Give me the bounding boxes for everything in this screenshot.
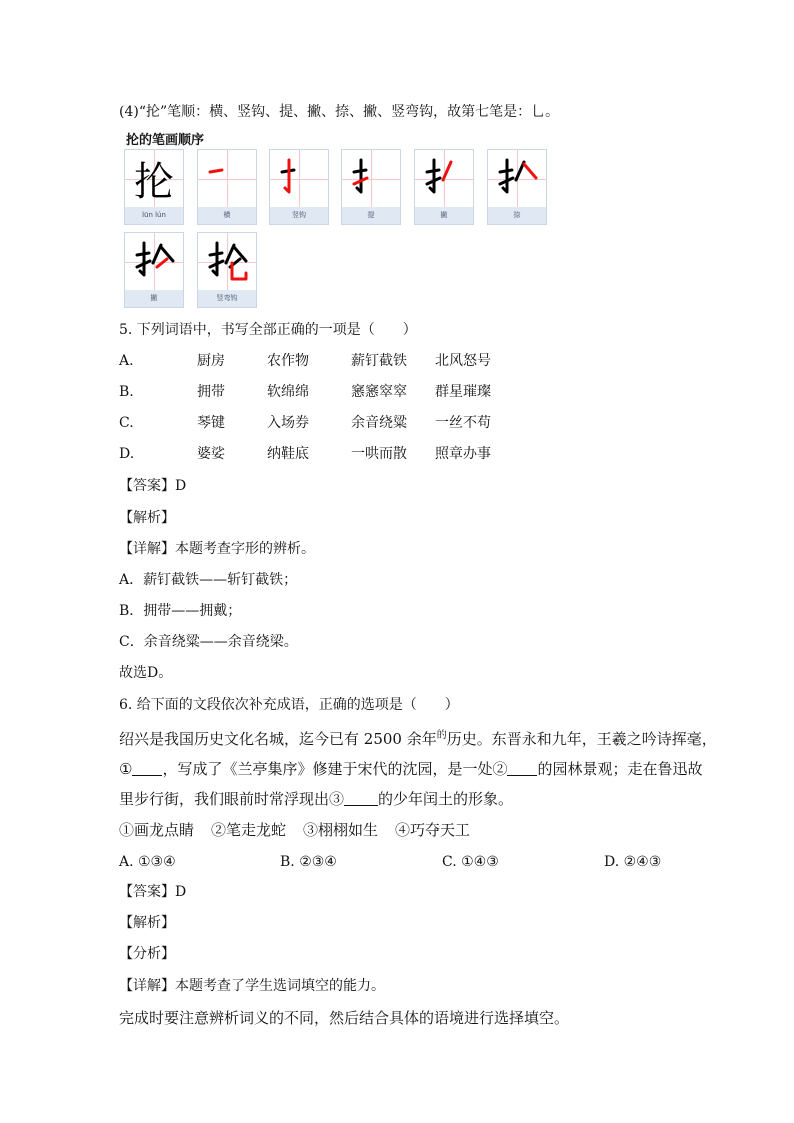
option-word: 一哄而散 <box>351 446 407 462</box>
q5-option-d <box>119 444 491 464</box>
q4-stroke-explanation: (4)“抡”笔顺：横、竖钩、提、撇、捺、撇、竖弯钩，故第七笔是：乚。 <box>119 104 560 120</box>
stroke-card-2 <box>269 149 329 225</box>
choice-d: D. ②④③ <box>604 854 662 870</box>
fill-blank-3[interactable] <box>344 791 378 806</box>
q6-para3-text-b: 的少年闰土的形象。 <box>378 790 514 808</box>
fill-blank-1[interactable] <box>132 761 162 776</box>
q6-answer: 【答案】D <box>119 884 187 900</box>
stroke-card-caption: 竖钩 <box>270 207 328 224</box>
q6-idiom-list <box>119 820 470 840</box>
q5-answer: 【答案】D <box>119 478 187 494</box>
option-label: D. <box>119 446 135 462</box>
stroke-card-7 <box>197 232 257 308</box>
option-word: 软绵绵 <box>267 384 309 400</box>
q6-para1-text-b: 历史。东晋永和九年，王羲之吟诗挥毫， <box>446 730 717 748</box>
stroke-card-caption: 横 <box>198 207 256 224</box>
q6-tail: 完成时要注意辨析词义的不同，然后结合具体的语境进行选择填空。 <box>119 1009 570 1027</box>
stroke-glyph-3 <box>342 150 400 208</box>
stroke-card-caption: 撇 <box>125 290 183 307</box>
q6-para1-sup: 的 <box>436 730 447 741</box>
idiom-item: ①画龙点睛 <box>119 821 195 839</box>
fill-blank-2[interactable] <box>507 761 537 776</box>
stroke-order-title: 抡的笔画顺序 <box>126 133 205 148</box>
idiom-item: ④巧夺天工 <box>395 821 471 839</box>
stroke-card-caption: lūn lún <box>125 207 183 224</box>
choice-a: A. ①③④ <box>119 854 176 870</box>
option-word: 婆娑 <box>197 446 225 462</box>
option-word: 北风怒号 <box>435 353 491 369</box>
q6-para2-text-a: ① <box>119 760 133 778</box>
q5-option-b <box>119 382 491 402</box>
choice-c: C. ①④③ <box>442 854 499 870</box>
option-word: 群星璀璨 <box>435 384 491 400</box>
q6-para3-text-a: 里步行街，我们眼前时常浮现出③ <box>119 790 345 808</box>
q6-analysis-heading: 【解析】 <box>119 915 175 931</box>
option-word: 一丝不苟 <box>435 415 491 431</box>
stroke-glyph-4 <box>415 150 473 208</box>
stroke-card-6 <box>124 232 184 308</box>
option-label: A. <box>119 353 134 369</box>
q5-analysis-heading: 【解析】 <box>119 510 175 526</box>
stroke-card-caption: 撇 <box>415 207 473 224</box>
stroke-card-caption: 竖弯钩 <box>198 290 256 307</box>
option-label: C. <box>119 415 134 431</box>
q6-paragraph-line-3 <box>119 789 513 809</box>
option-word: 窸窸窣窣 <box>351 384 407 400</box>
option-word: 纳鞋底 <box>267 446 309 462</box>
stroke-card-4 <box>414 149 474 225</box>
q6-para2-text-c: 的园林景观；走在鲁迅故 <box>537 760 703 778</box>
option-word: 薪钉截铁 <box>351 353 407 369</box>
q6-paragraph-line-2 <box>119 759 702 779</box>
q5-fix-b: B．拥带——拥戴； <box>119 603 242 619</box>
option-word: 入场券 <box>267 415 309 431</box>
stroke-card-caption: 提 <box>342 207 400 224</box>
stroke-card-full <box>124 149 184 225</box>
stroke-glyph-2 <box>270 150 328 208</box>
svg-text:抡: 抡 <box>134 159 174 205</box>
stroke-glyph-5 <box>488 150 546 208</box>
q6-paragraph-line-1 <box>119 729 717 752</box>
q5-question: 5. 下列词语中，书写全部正确的一项是（ ） <box>119 322 417 338</box>
q5-option-c <box>119 413 491 433</box>
q6-para2-text-b: ，写成了《兰亭集序》修建于宋代的沈园，是一处② <box>162 760 508 778</box>
stroke-card-caption: 捺 <box>488 207 546 224</box>
q5-fix-a: A．薪钉截铁——斩钉截铁； <box>119 572 298 588</box>
option-label: B. <box>119 384 134 400</box>
idiom-item: ③栩栩如生 <box>303 821 379 839</box>
option-word: 农作物 <box>267 353 309 369</box>
stroke-card-3 <box>341 149 401 225</box>
q6-detail: 【详解】本题考查了学生选词填空的能力。 <box>119 978 385 994</box>
q5-option-a <box>119 351 491 371</box>
choice-b: B. ②③④ <box>280 854 337 870</box>
q6-question: 6. 给下面的文段依次补充成语，正确的选项是（ ） <box>119 697 459 713</box>
option-word: 照章办事 <box>435 446 491 462</box>
stroke-card-1 <box>197 149 257 225</box>
option-word: 琴键 <box>197 415 225 431</box>
q6-choices <box>119 852 661 872</box>
q5-detail: 【详解】本题考查字形的辨析。 <box>119 541 315 557</box>
q5-conclusion: 故选D。 <box>119 665 173 681</box>
stroke-card-5 <box>487 149 547 225</box>
stroke-glyph-6 <box>125 233 183 291</box>
q6-fenxi-heading: 【分析】 <box>119 946 175 962</box>
character-glyph <box>125 150 183 208</box>
option-word: 余音绕粱 <box>351 415 407 431</box>
idiom-item: ②笔走龙蛇 <box>211 821 287 839</box>
option-word: 厨房 <box>197 353 225 369</box>
q6-para1-text-a: 绍兴是我国历史文化名城，迄今已有 2500 余年 <box>119 730 437 748</box>
option-word: 拥带 <box>197 384 225 400</box>
q5-fix-c: C．余音绕粱——余音绕梁。 <box>119 634 298 650</box>
stroke-glyph-7 <box>198 233 256 291</box>
stroke-glyph-1 <box>198 150 256 208</box>
